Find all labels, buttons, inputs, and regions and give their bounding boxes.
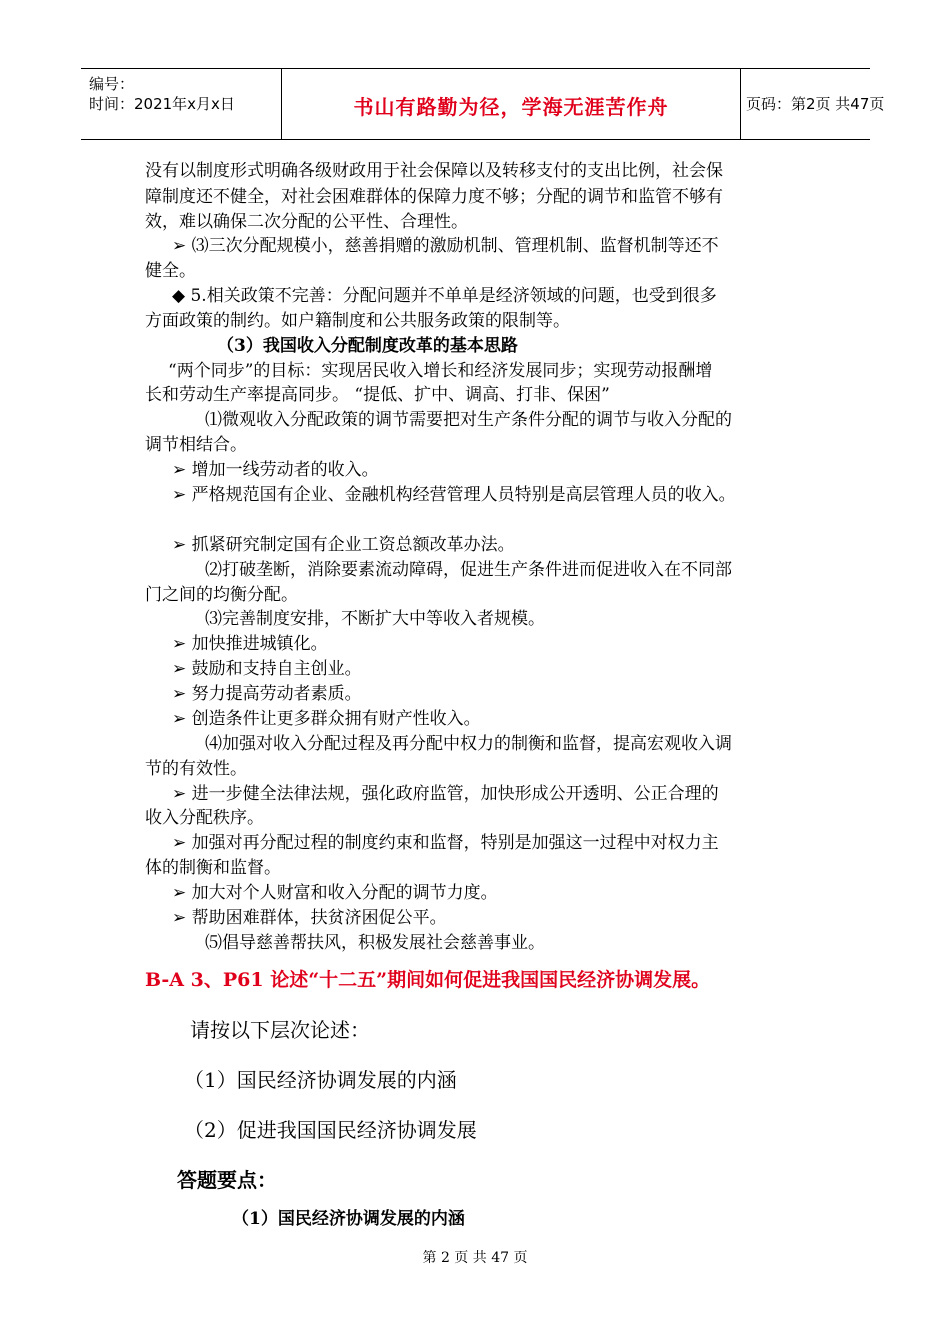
body-line: 长和劳动生产率提高同步。 “提低、扩中、调高、打非、保困” — [145, 385, 610, 405]
body-line: 方面政策的制约。如户籍制度和公共服务政策的限制等。 — [145, 311, 570, 331]
answer-points-heading: 答题要点： — [177, 1168, 277, 1192]
body-line: 体的制衡和监督。 — [145, 858, 281, 878]
numbered-item: ⑵打破垄断，消除要素流动障碍，促进生产条件进而促进收入在不同部 — [205, 560, 732, 580]
body-line: 障制度还不健全，对社会困难群体的保障力度不够；分配的调节和监管不够有 — [145, 187, 723, 207]
bullet-item: ➢ 加大对个人财富和收入分配的调节力度。 — [172, 883, 498, 903]
bullet-item: ➢ 鼓励和支持自主创业。 — [172, 659, 362, 679]
bullet-item: ➢ ⑶三次分配规模小，慈善捐赠的激励机制、管理机制、监督机制等还不 — [172, 236, 719, 256]
body-line: 没有以制度形式明确各级财政用于社会保障以及转移支付的支出比例，社会保 — [145, 161, 723, 181]
bullet-item: ➢ 努力提高劳动者素质。 — [172, 684, 362, 704]
page-footer: 第 2 页 共 47 页 — [422, 1250, 528, 1266]
question-heading: B-A 3、P61 论述“十二五”期间如何促进我国国民经济协调发展。 — [145, 969, 711, 991]
bullet-item: ➢ 严格规范国有企业、金融机构经营管理人员特别是高层管理人员的收入。 — [172, 485, 736, 505]
body-line: 门之间的均衡分配。 — [145, 585, 298, 605]
header-motto-cell — [281, 69, 741, 139]
body-line: “两个同步”的目标：实现居民收入增长和经济发展同步；实现劳动报酬增 — [168, 361, 713, 381]
instruction-line: 请按以下层次论述： — [190, 1018, 370, 1042]
body-line: 收入分配秩序。 — [145, 808, 264, 828]
date-label: 时间：2021年x月x日 — [89, 95, 235, 113]
doc-number-label: 编号： — [89, 75, 135, 93]
answer-subheading: （1）国民经济协调发展的内涵 — [232, 1209, 465, 1229]
outline-item: （2）促进我国国民经济协调发展 — [184, 1118, 477, 1142]
header-right-cell — [740, 69, 885, 139]
bullet-item: ➢ 加快推进城镇化。 — [172, 634, 328, 654]
page-header — [81, 68, 885, 140]
bullet-item: ➢ 加强对再分配过程的制度约束和监督，特别是加强这一过程中对权力主 — [172, 833, 719, 853]
bullet-item: ➢ 增加一线劳动者的收入。 — [172, 460, 379, 480]
bullet-item: ➢ 抓紧研究制定国有企业工资总额改革办法。 — [172, 535, 515, 555]
numbered-item: ⑶完善制度安排，不断扩大中等收入者规模。 — [205, 609, 545, 629]
section-heading: （3）我国收入分配制度改革的基本思路 — [217, 336, 518, 356]
header-motto: 书山有路勤为径，学海无涯苦作舟 — [353, 95, 669, 119]
bullet-item: ➢ 进一步健全法律法规，强化政府监管，加快形成公开透明、公正合理的 — [172, 784, 719, 804]
bullet-item: ➢ 帮助困难群体，扶贫济困促公平。 — [172, 908, 447, 928]
diamond-item: ◆ 5.相关政策不完善：分配问题并不单单是经济领域的问题，也受到很多 — [172, 286, 717, 306]
body-line: 节的有效性。 — [145, 759, 247, 779]
bullet-item: ➢ 创造条件让更多群众拥有财产性收入。 — [172, 709, 481, 729]
outline-item: （1）国民经济协调发展的内涵 — [184, 1068, 457, 1092]
page-info: 页码：第2页 共47页 — [746, 95, 885, 113]
header-left-cell — [81, 69, 281, 139]
body-line: 调节相结合。 — [145, 435, 247, 455]
numbered-item: ⑴微观收入分配政策的调节需要把对生产条件分配的调节与收入分配的 — [205, 410, 732, 430]
body-line: 效，难以确保二次分配的公平性、合理性。 — [145, 212, 468, 232]
numbered-item: ⑷加强对收入分配过程及再分配中权力的制衡和监督，提高宏观收入调 — [205, 734, 732, 754]
numbered-item: ⑸倡导慈善帮扶风，积极发展社会慈善事业。 — [205, 933, 545, 953]
body-line: 健全。 — [145, 261, 196, 281]
